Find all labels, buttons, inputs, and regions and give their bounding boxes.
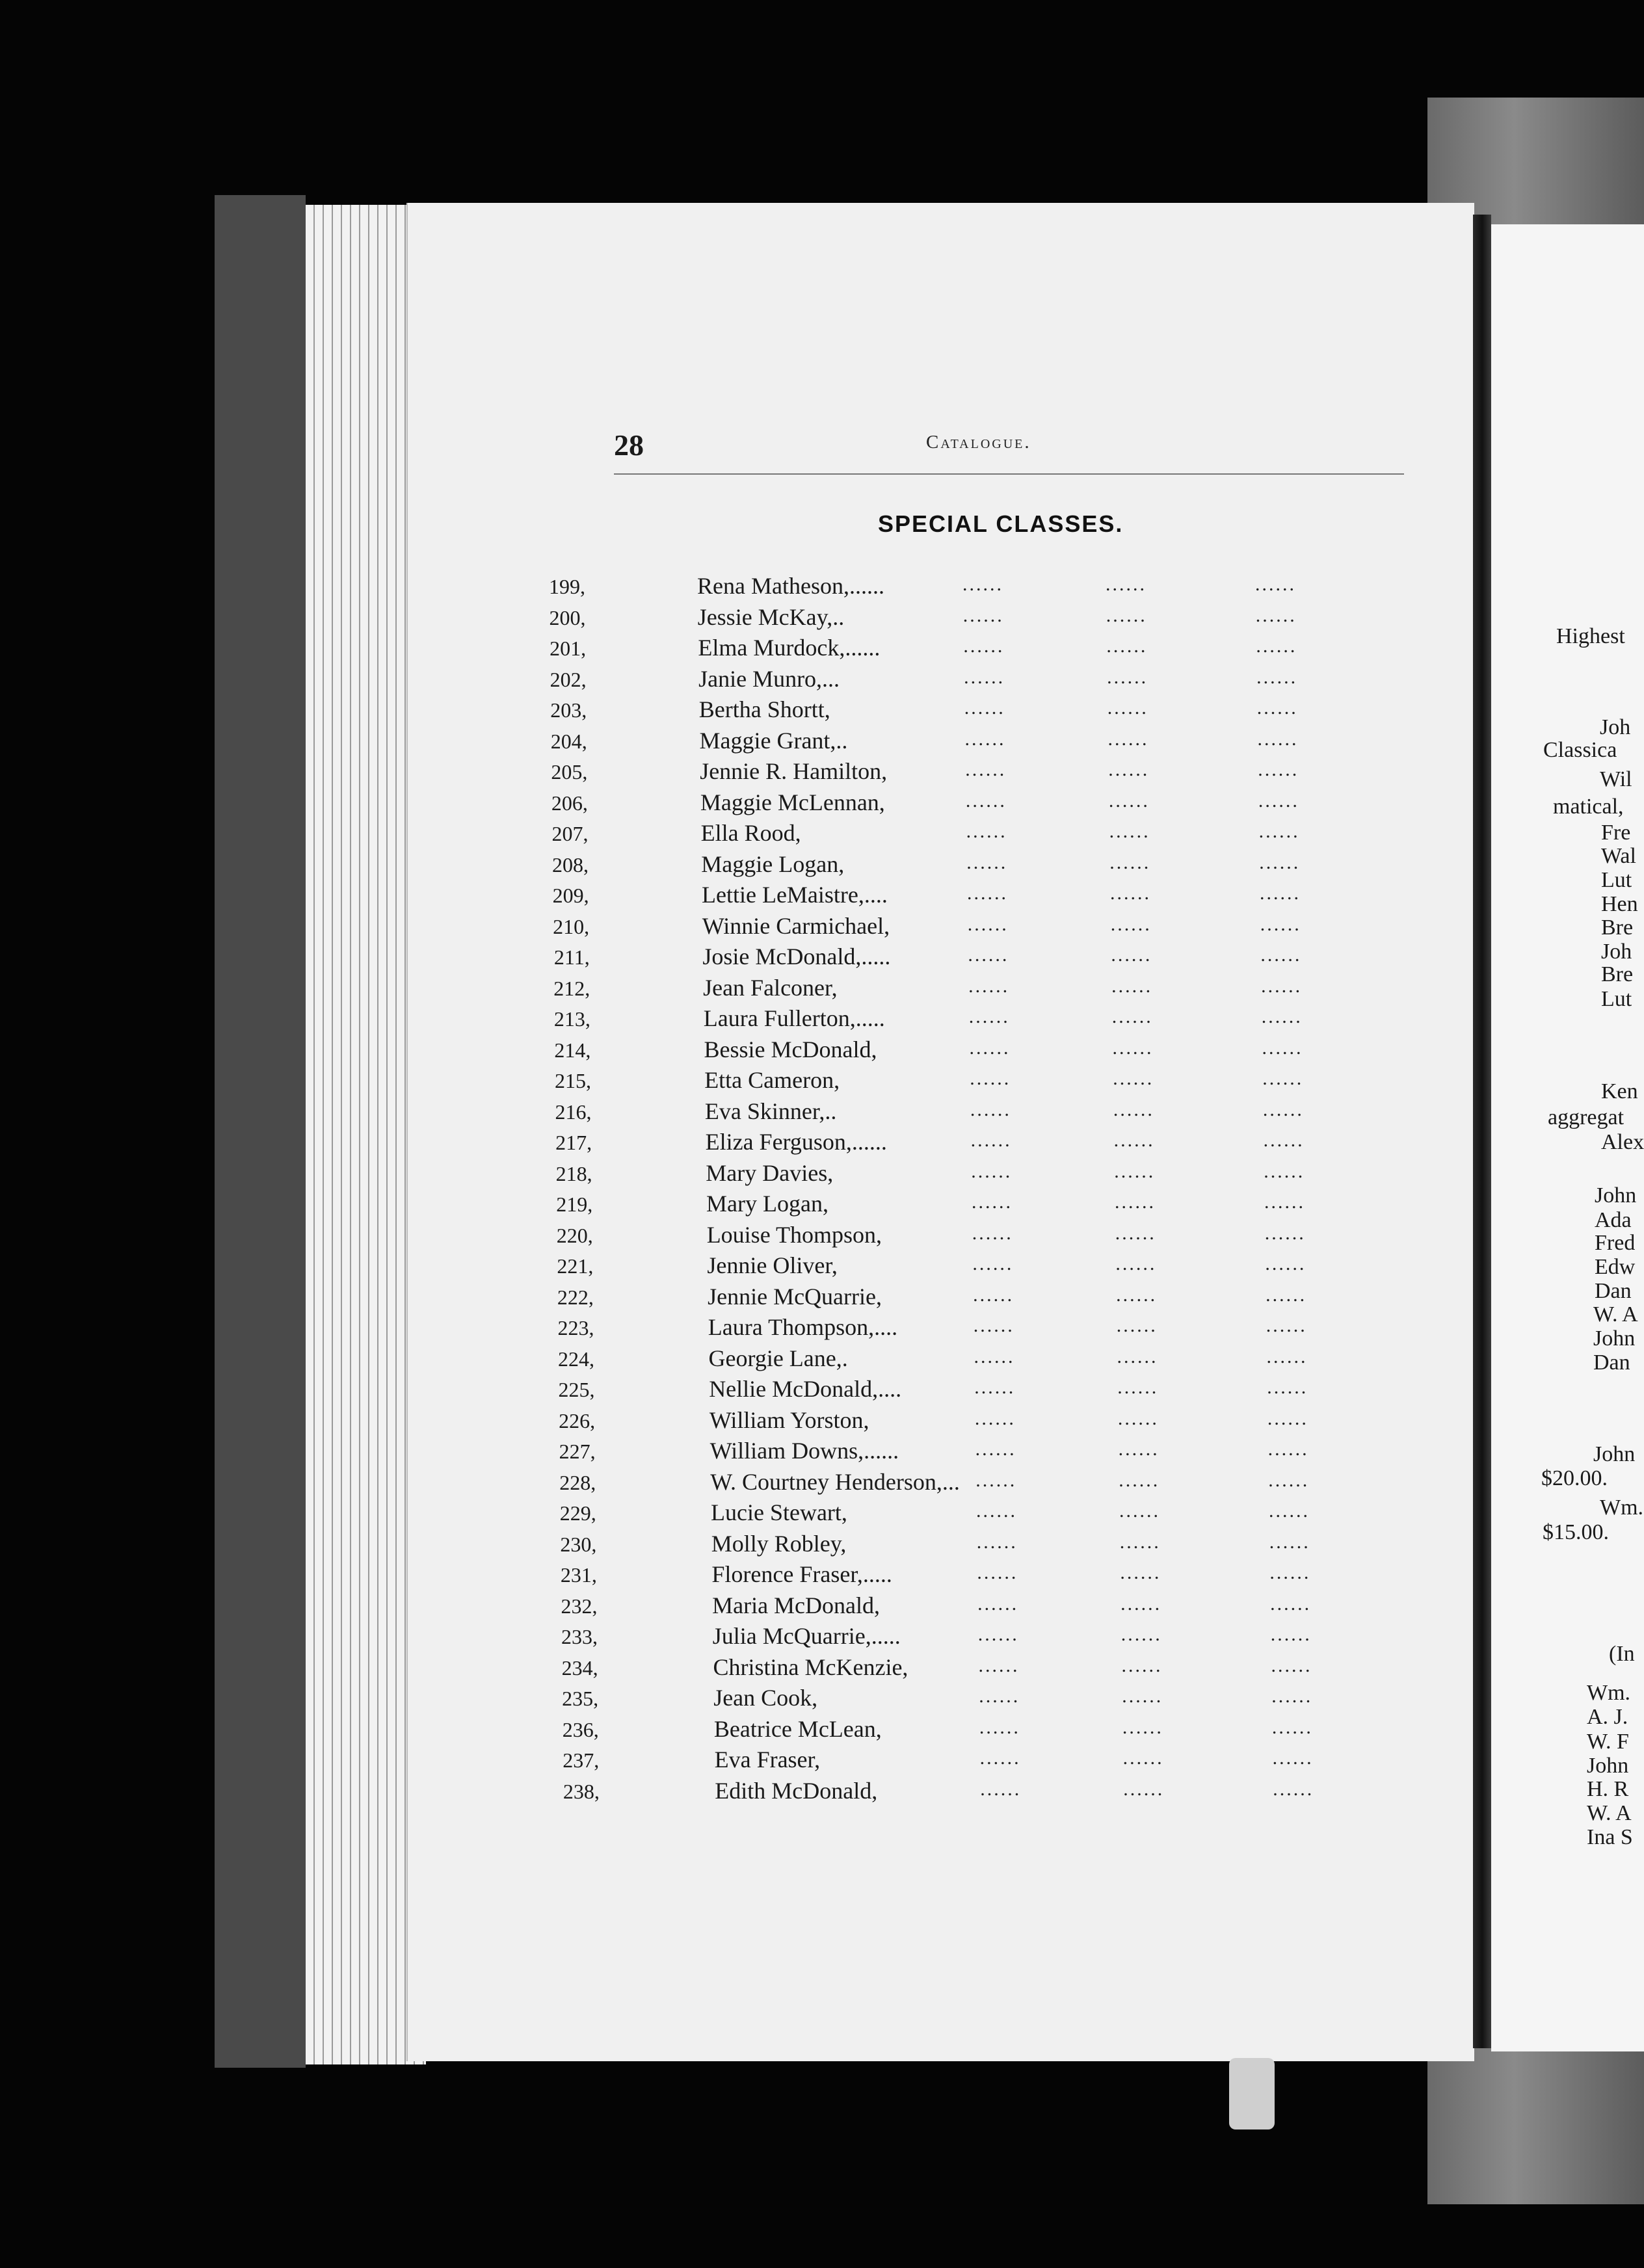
entry-number: 219, (556, 1193, 593, 1216)
entry-name: Laura Thompson,.... (708, 1314, 898, 1340)
dot-leader: ...... (967, 882, 1008, 904)
dot-leader: ...... (977, 1562, 1018, 1583)
entry-name: Bessie McDonald, (704, 1036, 877, 1062)
entry-name: Etta Cameron, (704, 1067, 840, 1093)
dot-leader: ...... (1267, 1438, 1309, 1460)
dot-leader: ...... (1255, 604, 1297, 626)
entry-number: 199, (549, 575, 585, 598)
dot-leader: ...... (1106, 604, 1147, 626)
right-page-fragment: Fre (1601, 821, 1631, 845)
dot-leader: ...... (1107, 728, 1149, 750)
dot-leader: ...... (977, 1592, 1019, 1615)
right-page-fragment: Wil (1600, 767, 1632, 791)
entry-name: Eliza Ferguson,...... (705, 1129, 887, 1155)
entry-name: Elma Murdock,...... (698, 635, 881, 661)
dot-leader: ...... (1259, 851, 1301, 873)
entry-number: 203, (550, 698, 587, 722)
dot-leader: ...... (973, 1284, 1014, 1306)
entry-name: Jennie Oliver, (707, 1252, 838, 1278)
dot-leader: ...... (976, 1531, 1018, 1553)
dot-leader: ...... (1261, 975, 1303, 997)
running-head: Catalogue. (926, 432, 1031, 453)
right-page-fragment: Edw (1595, 1255, 1636, 1279)
entry-name: Louise Thompson, (706, 1221, 882, 1248)
dot-leader: ...... (966, 851, 1008, 873)
dot-leader: ...... (972, 1253, 1014, 1274)
entry-number: 214, (554, 1038, 591, 1062)
entry-name: Eva Skinner,.. (704, 1098, 837, 1124)
dot-leader: ...... (974, 1345, 1015, 1367)
section-title: SPECIAL CLASSES. (878, 510, 1124, 537)
entry-number: 206, (551, 791, 588, 815)
entry-name: Lettie LeMaistre,.... (702, 882, 888, 908)
entry-number: 234, (561, 1655, 598, 1680)
dot-leader: ...... (1258, 759, 1299, 780)
right-page-fragment: Dan (1595, 1279, 1632, 1303)
entry-name: Edith McDonald, (715, 1777, 878, 1804)
entry-name: Beatrice McLean, (713, 1715, 882, 1742)
dot-leader: ...... (1264, 1160, 1305, 1182)
right-page-fragment: W. F (1587, 1730, 1629, 1754)
dot-leader: ...... (1262, 1098, 1304, 1120)
entry-name: Nellie McDonald,.... (709, 1376, 902, 1402)
entry-name: Florence Fraser,..... (711, 1561, 892, 1587)
entry-number: 205, (551, 760, 588, 784)
dot-leader: ...... (1111, 975, 1153, 997)
entry-number: 209, (552, 884, 589, 907)
entry-name: Jennie McQuarrie, (708, 1283, 882, 1310)
entry-name: Rena Matheson,...... (697, 573, 884, 599)
entry-name: Mary Davies, (706, 1159, 834, 1186)
entry-number: 222, (557, 1285, 594, 1309)
entry-name: Jean Falconer, (703, 974, 838, 1001)
dot-leader: ...... (973, 1315, 1014, 1336)
dot-leader: ...... (970, 1068, 1011, 1089)
dot-leader: ...... (1123, 1778, 1165, 1800)
dot-leader: ...... (1266, 1284, 1307, 1306)
dot-leader: ...... (1262, 1036, 1303, 1059)
entry-number: 218, (555, 1161, 592, 1185)
dot-leader: ...... (967, 913, 1009, 935)
dot-leader: ...... (976, 1500, 1017, 1522)
entry-name: Jean Cook, (713, 1685, 818, 1711)
entry-number: 231, (560, 1563, 597, 1587)
entry-number: 229, (559, 1501, 596, 1525)
dot-leader: ...... (1114, 1160, 1156, 1182)
entry-number: 220, (556, 1223, 593, 1247)
dot-leader: ...... (1120, 1624, 1162, 1645)
right-page-fragment: W. A (1593, 1302, 1638, 1326)
dot-leader: ...... (972, 1222, 1013, 1244)
entry-number: 216, (555, 1100, 592, 1124)
dot-leader: ...... (964, 666, 1005, 688)
dot-leader: ...... (1256, 666, 1298, 688)
entry-number: 224, (558, 1347, 594, 1371)
right-page-fragment: (In (1609, 1642, 1635, 1666)
entry-name: Josie McDonald,..... (702, 943, 891, 969)
dot-leader: ...... (1269, 1500, 1310, 1522)
dot-leader: ...... (975, 1469, 1017, 1491)
entry-name: Maggie McLennan, (700, 789, 885, 815)
entry-name: Eva Fraser, (714, 1747, 821, 1773)
dot-leader: ...... (1120, 1562, 1161, 1583)
dot-leader: ...... (1260, 913, 1301, 935)
dot-leader: ...... (1263, 1129, 1305, 1151)
dot-leader: ...... (971, 1160, 1013, 1182)
dot-leader: ...... (1107, 666, 1148, 688)
entry-name: Janie Munro,... (698, 665, 840, 692)
entry-name: Jessie McKay,.. (697, 603, 845, 630)
dot-leader: ...... (1271, 1685, 1313, 1707)
dot-leader: ...... (980, 1778, 1022, 1800)
dot-leader: ...... (1267, 1377, 1308, 1398)
dot-leader: ...... (1109, 821, 1150, 842)
entry-number: 221, (557, 1254, 594, 1278)
dot-leader: ...... (970, 1098, 1011, 1120)
dot-leader: ...... (1121, 1654, 1163, 1676)
book-clasp (1229, 2058, 1275, 2130)
dot-leader: ...... (1119, 1531, 1161, 1553)
entry-number: 200, (549, 605, 586, 629)
dot-leader: ...... (963, 635, 1005, 657)
dot-leader: ...... (1271, 1716, 1313, 1738)
right-page-fragment: Ken (1601, 1079, 1638, 1103)
entry-number: 237, (563, 1748, 600, 1772)
entry-number: 204, (550, 729, 587, 753)
right-page-fragment: $20.00. (1541, 1466, 1608, 1490)
entry-name: William Yorston, (709, 1406, 869, 1433)
entry-name: Molly Robley, (711, 1530, 847, 1557)
dot-leader: ...... (1108, 759, 1150, 780)
dot-leader: ...... (1113, 1098, 1154, 1120)
right-page-fragment: Dan (1593, 1351, 1630, 1375)
right-page-fragment: Bre (1601, 962, 1634, 986)
dot-leader: ...... (972, 1191, 1013, 1213)
dot-leader: ...... (1106, 574, 1147, 595)
dot-leader: ...... (1118, 1438, 1160, 1460)
book-gutter (1473, 215, 1491, 2048)
entry-number: 238, (563, 1779, 600, 1803)
dot-leader: ...... (962, 604, 1004, 626)
right-page-fragment: Ada (1595, 1208, 1632, 1232)
entry-number: 213, (553, 1007, 590, 1031)
dot-leader: ...... (1117, 1377, 1159, 1398)
right-page-fragment: John (1587, 1754, 1629, 1778)
dot-leader: ...... (1115, 1191, 1156, 1213)
page-number: 28 (614, 429, 644, 462)
entry-number: 236, (562, 1717, 599, 1741)
entry-name: Maggie Logan, (701, 850, 845, 877)
dot-leader: ...... (974, 1407, 1016, 1429)
right-page-fragment: Alex (1601, 1130, 1644, 1154)
right-page-fragment: matical, (1553, 795, 1624, 819)
dot-leader: ...... (1120, 1592, 1162, 1615)
dot-leader: ...... (1109, 851, 1151, 873)
dot-leader: ...... (968, 975, 1010, 997)
dot-leader: ...... (1119, 1500, 1160, 1522)
right-page-fragment: Joh (1600, 715, 1631, 739)
entry-name: Maria McDonald, (712, 1592, 881, 1618)
right-page-fragment: John (1593, 1442, 1636, 1466)
dot-leader: ...... (966, 821, 1007, 842)
right-page-fragment: Highest (1556, 624, 1625, 648)
entry-number: 232, (561, 1594, 598, 1618)
entry-number: 227, (559, 1440, 596, 1463)
entry-name: Bertha Shortt, (698, 696, 830, 722)
dot-leader: ...... (1264, 1222, 1306, 1244)
dot-leader: ...... (977, 1624, 1019, 1645)
dot-leader: ...... (1113, 1129, 1155, 1151)
dot-leader: ...... (1257, 728, 1299, 750)
right-page-fragment: John (1593, 1326, 1636, 1351)
right-page-fragment: Joh (1601, 940, 1632, 964)
entry-number: 207, (551, 822, 589, 845)
dot-leader: ...... (1116, 1315, 1158, 1336)
dot-leader: ...... (1268, 1469, 1310, 1491)
dot-leader: ...... (1269, 1531, 1310, 1553)
header-rule (614, 473, 1404, 475)
dot-leader: ...... (1115, 1253, 1157, 1274)
entry-number: 226, (559, 1408, 596, 1432)
dot-leader: ...... (979, 1747, 1021, 1769)
dot-leader: ...... (1267, 1407, 1308, 1429)
dot-leader: ...... (1266, 1315, 1307, 1336)
entry-name: Ella Rood, (700, 820, 801, 846)
book-cover-left (215, 195, 306, 2068)
dot-leader: ...... (1122, 1685, 1163, 1707)
right-page-fragment: Wm. (1600, 1496, 1644, 1520)
dot-leader: ...... (1111, 1006, 1153, 1027)
right-page-fragment: Bre (1601, 916, 1634, 940)
dot-leader: ...... (1258, 821, 1300, 842)
dot-leader: ...... (1271, 1654, 1312, 1676)
entry-name: Jennie R. Hamilton, (700, 758, 888, 784)
dot-leader: ...... (1255, 574, 1296, 595)
entry-name: Mary Logan, (706, 1191, 829, 1217)
entry-name: William Downs,...... (709, 1438, 899, 1464)
entry-number: 230, (560, 1532, 597, 1556)
dot-leader: ...... (1107, 697, 1148, 719)
entry-name: Christina McKenzie, (713, 1654, 908, 1680)
entry-number: 233, (561, 1625, 598, 1648)
entry-number: 225, (558, 1378, 595, 1401)
right-page-fragment: A. J. (1587, 1705, 1628, 1729)
entry-name: Winnie Carmichael, (702, 912, 890, 939)
dot-leader: ...... (1117, 1407, 1159, 1429)
dot-leader: ...... (968, 1006, 1010, 1027)
entry-name: W. Courtney Henderson,... (710, 1468, 960, 1495)
dot-leader: ...... (1264, 1191, 1305, 1213)
dot-leader: ...... (979, 1716, 1020, 1738)
entry-number: 235, (562, 1687, 599, 1710)
dot-leader: ...... (1261, 1006, 1303, 1027)
right-page-fragment: Ina S (1587, 1825, 1633, 1849)
dot-leader: ...... (965, 759, 1007, 780)
dot-leader: ...... (1270, 1624, 1312, 1645)
entry-number: 217, (555, 1131, 592, 1154)
entry-number: 228, (559, 1470, 596, 1494)
entry-number: 211, (553, 945, 590, 969)
entry-name: Julia McQuarrie,..... (712, 1623, 901, 1649)
dot-leader: ...... (974, 1377, 1016, 1398)
dot-leader: ...... (1108, 789, 1150, 811)
dot-leader: ...... (978, 1654, 1020, 1676)
entry-number: 202, (550, 667, 587, 691)
dot-leader: ...... (1122, 1716, 1163, 1738)
entry-number: 210, (553, 914, 590, 938)
dot-leader: ...... (1110, 882, 1151, 904)
dot-leader: ...... (1258, 789, 1299, 811)
right-page-fragment: Fred (1595, 1231, 1636, 1255)
dot-leader: ...... (970, 1129, 1012, 1151)
dot-leader: ...... (1112, 1036, 1154, 1059)
right-page-fragment: Lut (1601, 987, 1632, 1011)
dot-leader: ...... (1265, 1253, 1306, 1274)
dot-leader: ...... (1115, 1222, 1156, 1244)
right-page-fragment: John (1595, 1183, 1637, 1207)
dot-leader: ...... (1266, 1345, 1308, 1367)
right-page-fragment: W. A (1587, 1801, 1632, 1825)
dot-leader: ...... (964, 697, 1005, 719)
entry-number: 215, (554, 1069, 591, 1092)
dot-leader: ...... (1260, 944, 1302, 966)
right-page-fragment: Wal (1601, 844, 1636, 868)
entry-number: 212, (553, 976, 590, 1000)
dot-leader: ...... (968, 944, 1009, 966)
right-page-fragment: Hen (1601, 892, 1638, 916)
entry-number: 208, (552, 852, 589, 877)
dot-leader: ...... (964, 728, 1006, 750)
dot-leader: ...... (979, 1685, 1020, 1707)
dot-leader: ...... (1272, 1747, 1314, 1769)
entry-name: Georgie Lane,. (708, 1345, 848, 1371)
dot-leader: ...... (962, 574, 1003, 595)
entry-name: Lucie Stewart, (711, 1499, 847, 1525)
dot-leader: ...... (1119, 1469, 1160, 1491)
dot-leader: ...... (1262, 1068, 1304, 1089)
right-page-fragment: Wm. (1587, 1681, 1631, 1705)
dot-leader: ...... (1270, 1592, 1312, 1615)
dot-leader: ...... (1256, 635, 1297, 657)
dot-leader: ...... (1117, 1345, 1158, 1367)
dot-leader: ...... (965, 789, 1007, 811)
dot-leader: ...... (1269, 1562, 1311, 1583)
entry-number: 223, (557, 1316, 594, 1339)
dot-leader: ...... (1256, 697, 1298, 719)
dot-leader: ...... (1260, 882, 1301, 904)
dot-leader: ...... (969, 1036, 1011, 1059)
dot-leader: ...... (1113, 1068, 1154, 1089)
right-page-fragment: H. R (1587, 1777, 1629, 1801)
entry-number: 201, (550, 637, 587, 660)
dot-leader: ...... (1273, 1778, 1314, 1800)
right-page-fragment: aggregat (1548, 1105, 1624, 1129)
dot-leader: ...... (1111, 944, 1152, 966)
right-page-fragment: Lut (1601, 868, 1632, 892)
entry-name: Maggie Grant,.. (699, 727, 848, 754)
dot-leader: ...... (1122, 1747, 1164, 1769)
dot-leader: ...... (1116, 1284, 1158, 1306)
right-page-fragment: Classica (1543, 738, 1617, 762)
dot-leader: ...... (1110, 913, 1152, 935)
dot-leader: ...... (1106, 635, 1148, 657)
right-page-fragment: $15.00. (1543, 1520, 1609, 1544)
dot-leader: ...... (975, 1438, 1016, 1460)
entry-name: Laura Fullerton,..... (703, 1005, 885, 1031)
